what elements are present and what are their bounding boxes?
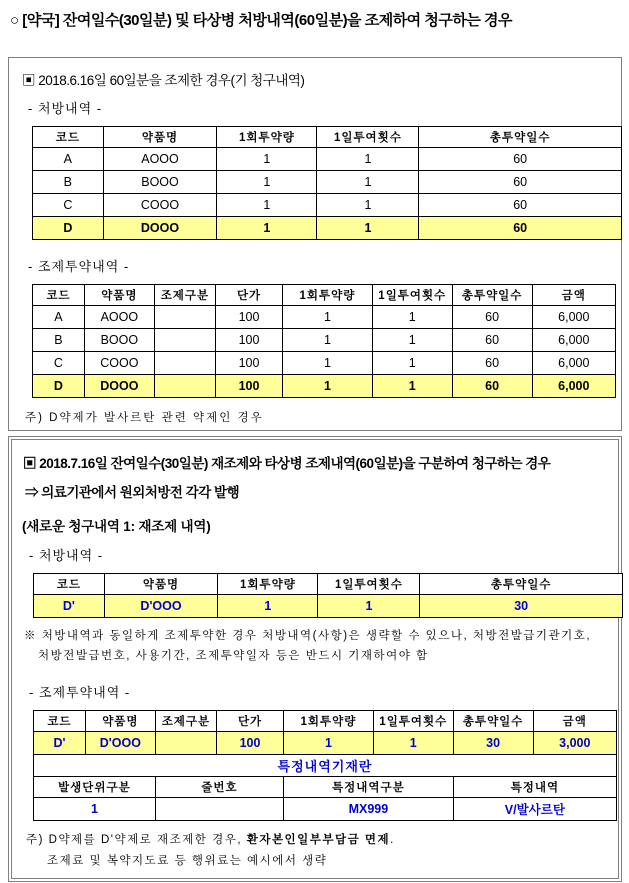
table-cell: 1 bbox=[217, 171, 317, 194]
column-header: 조제구분 bbox=[155, 711, 216, 732]
table-cell: 특정내역기재란 bbox=[34, 755, 617, 777]
column-header: 총투약일수 bbox=[420, 574, 623, 595]
table-cell: 100 bbox=[216, 352, 283, 375]
table-cell: 1 bbox=[34, 798, 156, 821]
table-cell: 1 bbox=[284, 732, 374, 755]
column-header: 1회투약량 bbox=[283, 285, 373, 306]
table-cell: 60 bbox=[452, 375, 532, 398]
table-cell: 30 bbox=[453, 732, 533, 755]
table-cell: D bbox=[33, 217, 104, 240]
table-cell: AOOO bbox=[103, 148, 217, 171]
table-cell: 6,000 bbox=[532, 352, 615, 375]
table-cell: 1 bbox=[317, 194, 419, 217]
table-cell: D' bbox=[34, 595, 105, 618]
table-cell: V/발사르탄 bbox=[453, 798, 616, 821]
table-cell bbox=[154, 375, 215, 398]
table-cell: 100 bbox=[217, 732, 284, 755]
table-row bbox=[34, 755, 617, 777]
table-cell: 1 bbox=[217, 194, 317, 217]
table-cell: A bbox=[33, 148, 104, 171]
column-header: 금액 bbox=[533, 711, 616, 732]
table-cell: BOOO bbox=[84, 329, 154, 352]
table-row bbox=[34, 732, 617, 755]
table-cell: D bbox=[33, 375, 85, 398]
table-cell: 1 bbox=[283, 375, 373, 398]
column-header: 총투약일수 bbox=[419, 127, 622, 148]
column-header: 금액 bbox=[532, 285, 615, 306]
column-header: 코드 bbox=[33, 127, 104, 148]
column-header: 1일투여횟수 bbox=[372, 285, 452, 306]
table-cell: D' bbox=[34, 732, 86, 755]
column-header: 1회투약량 bbox=[217, 127, 317, 148]
table-cell bbox=[155, 798, 283, 821]
footnote-line1: 주) D약제를 D'약제로 재조제한 경우, 환자본인일부부담금 면제. bbox=[26, 834, 395, 847]
table-cell: 1 bbox=[317, 148, 419, 171]
section1-footnote: 주) D약제가 발사르탄 관련 약제인 경우 bbox=[25, 412, 264, 424]
section2-footnote bbox=[26, 830, 613, 871]
table-cell: 3,000 bbox=[533, 732, 616, 755]
table-cell: AOOO bbox=[84, 306, 154, 329]
column-header: 약품명 bbox=[84, 285, 154, 306]
table-cell: 1 bbox=[372, 329, 452, 352]
table-cell: 60 bbox=[452, 329, 532, 352]
column-header: 조제구분 bbox=[154, 285, 215, 306]
column-header: 총투약일수 bbox=[453, 711, 533, 732]
table-row bbox=[33, 217, 622, 240]
table-cell: 1 bbox=[318, 595, 420, 618]
table-cell: 1 bbox=[372, 306, 452, 329]
table-cell: 1 bbox=[373, 732, 453, 755]
footnote-line2: 조제료 및 복약지도료 등 행위료는 예시에서 생략 bbox=[47, 854, 328, 867]
section2-heading: ▣ 2018.7.16일 잔여일수(30일분) 재조제와 타상병 조제내역(60일분)을 구분하여 청구하는 경우 bbox=[23, 456, 551, 471]
table-cell: B bbox=[33, 329, 85, 352]
table-row bbox=[33, 375, 616, 398]
column-header: 특정내역구분 bbox=[284, 777, 454, 798]
column-header: 단가 bbox=[217, 711, 284, 732]
column-header: 코드 bbox=[33, 285, 85, 306]
column-header: 코드 bbox=[34, 711, 86, 732]
table-cell bbox=[154, 352, 215, 375]
column-header: 약품명 bbox=[85, 711, 155, 732]
section2-dispense-label: - 조제투약내역 - bbox=[29, 685, 131, 701]
table-cell: 60 bbox=[419, 171, 622, 194]
table-cell: 100 bbox=[216, 329, 283, 352]
table-cell: 60 bbox=[419, 217, 622, 240]
table-cell bbox=[154, 329, 215, 352]
table-row bbox=[33, 194, 622, 217]
table-header-row bbox=[34, 711, 617, 732]
table-cell: 60 bbox=[452, 306, 532, 329]
table-cell: 1 bbox=[317, 171, 419, 194]
table-header-row bbox=[33, 127, 622, 148]
table-cell bbox=[155, 732, 216, 755]
table-cell: 60 bbox=[419, 148, 622, 171]
table-cell: B bbox=[33, 171, 104, 194]
column-header: 1회투약량 bbox=[284, 711, 374, 732]
section2-prescription-label: - 처방내역 - bbox=[29, 548, 104, 563]
table-cell: 30 bbox=[420, 595, 623, 618]
column-header: 1회투약량 bbox=[218, 574, 318, 595]
table-cell: 1 bbox=[317, 217, 419, 240]
document-title: ○ [약국] 잔여일수(30일분) 및 타상병 처방내역(60일분)을 조제하여 청구하는 경우 bbox=[10, 12, 512, 29]
footnote-bold-text: 환자본인일부부담금 면제 bbox=[246, 834, 391, 847]
column-header: 코드 bbox=[34, 574, 105, 595]
table-cell: 1 bbox=[372, 352, 452, 375]
table-row bbox=[33, 329, 616, 352]
table-cell: 1 bbox=[218, 595, 318, 618]
table-cell: DOOO bbox=[103, 217, 217, 240]
section2-dispense-table bbox=[33, 710, 617, 821]
table-cell: 1 bbox=[283, 329, 373, 352]
table-cell: 60 bbox=[452, 352, 532, 375]
column-header: 약품명 bbox=[104, 574, 218, 595]
table-row bbox=[34, 777, 617, 798]
section2-star-note bbox=[24, 626, 613, 666]
column-header: 총투약일수 bbox=[452, 285, 532, 306]
section-new-claim-inner bbox=[11, 439, 619, 879]
section-new-claim bbox=[8, 436, 622, 882]
column-header: 1일투여횟수 bbox=[317, 127, 419, 148]
table-cell: COOO bbox=[103, 194, 217, 217]
table-header-row bbox=[33, 285, 616, 306]
table-cell: A bbox=[33, 306, 85, 329]
table-row bbox=[33, 171, 622, 194]
table-cell: D'OOO bbox=[85, 732, 155, 755]
table-cell: DOOO bbox=[84, 375, 154, 398]
table-row bbox=[33, 148, 622, 171]
section2-arrow-note: ⇒ 의료기관에서 원외처방전 각각 발행 bbox=[25, 485, 240, 500]
table-cell: MX999 bbox=[284, 798, 454, 821]
section2-new-claim-heading: (새로운 청구내역 1: 재조제 내역) bbox=[22, 519, 211, 534]
column-header: 1일투여횟수 bbox=[318, 574, 420, 595]
table-row bbox=[34, 595, 623, 618]
table-cell: BOOO bbox=[103, 171, 217, 194]
table-cell: 6,000 bbox=[532, 306, 615, 329]
table-cell: 1 bbox=[283, 352, 373, 375]
table-cell: D'OOO bbox=[104, 595, 218, 618]
table-row bbox=[34, 798, 617, 821]
table-cell: C bbox=[33, 352, 85, 375]
column-header: 약품명 bbox=[103, 127, 217, 148]
section1-prescription-table bbox=[32, 126, 622, 240]
table-cell: C bbox=[33, 194, 104, 217]
table-row bbox=[33, 306, 616, 329]
table-cell: 1 bbox=[283, 306, 373, 329]
column-header: 특정내역 bbox=[453, 777, 616, 798]
star-note-line1: ※ 처방내역과 동일하게 조제투약한 경우 처방내역(사항)은 생략할 수 있으나, 처방전발급기관기호, bbox=[24, 630, 592, 642]
table-cell: 100 bbox=[216, 306, 283, 329]
column-header: 발생단위구분 bbox=[34, 777, 156, 798]
table-cell: 100 bbox=[216, 375, 283, 398]
column-header: 줄번호 bbox=[155, 777, 283, 798]
section1-prescription-label: - 처방내역 - bbox=[28, 101, 103, 116]
table-cell: 1 bbox=[217, 148, 317, 171]
table-cell: 60 bbox=[419, 194, 622, 217]
section1-dispense-table bbox=[32, 284, 616, 398]
column-header: 단가 bbox=[216, 285, 283, 306]
column-header: 1일투여횟수 bbox=[373, 711, 453, 732]
table-cell: 1 bbox=[217, 217, 317, 240]
star-note-line2: 처방전발급번호, 사용기간, 조제투약일자 등은 반드시 기재하여야 함 bbox=[38, 650, 429, 663]
table-cell: COOO bbox=[84, 352, 154, 375]
table-row bbox=[33, 352, 616, 375]
section1-heading: ▣ 2018.6.16일 60일분을 조제한 경우(기 청구내역) bbox=[22, 73, 305, 88]
section-existing-claim bbox=[8, 57, 622, 431]
table-header-row bbox=[34, 574, 623, 595]
section2-prescription-table bbox=[33, 573, 623, 618]
table-cell: 6,000 bbox=[532, 375, 615, 398]
table-cell: 1 bbox=[372, 375, 452, 398]
table-cell bbox=[154, 306, 215, 329]
table-cell: 6,000 bbox=[532, 329, 615, 352]
section1-dispense-label: - 조제투약내역 - bbox=[28, 259, 130, 274]
